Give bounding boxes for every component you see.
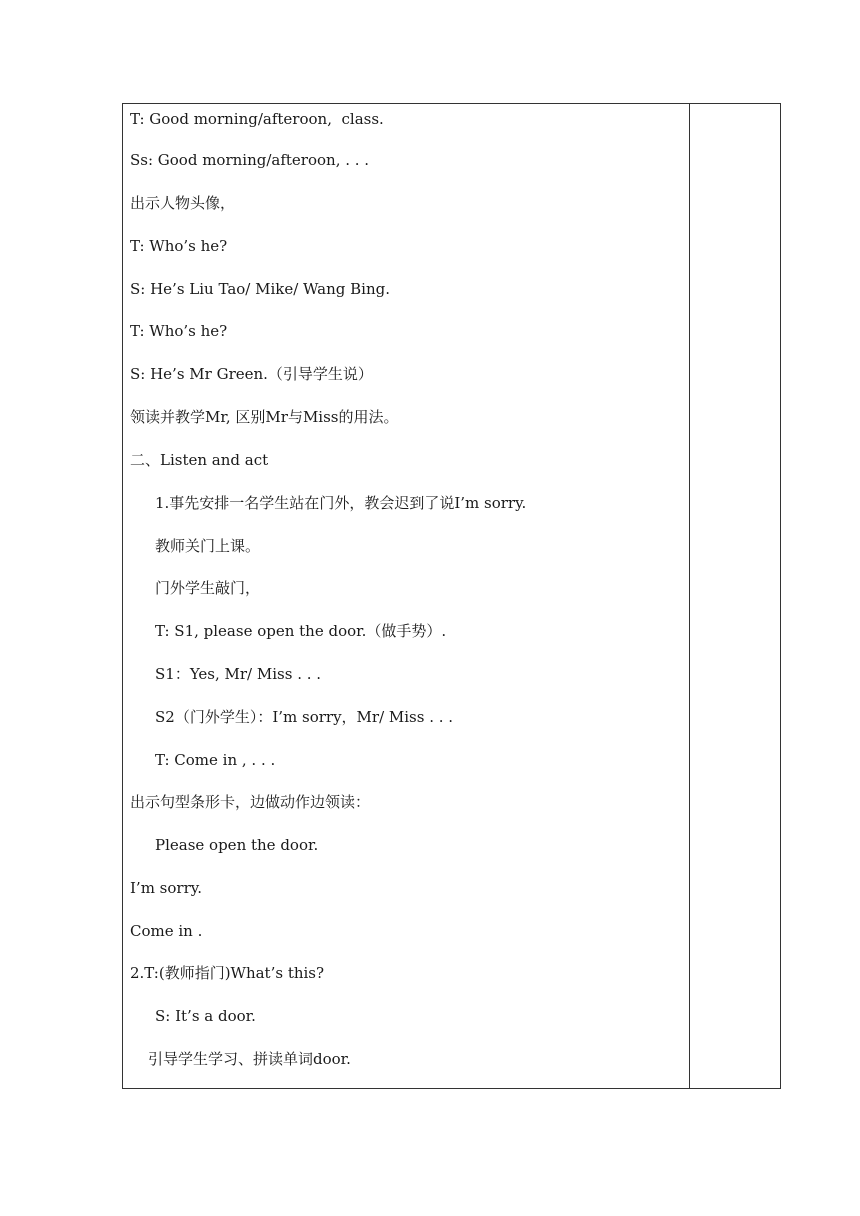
sentence-card-line: Please open the door. (155, 836, 319, 854)
lesson-table (122, 103, 781, 1089)
sentence-card-line: Come in . (130, 922, 203, 940)
instruction-line: 出示人物头像， (130, 194, 236, 212)
dialogue-line: T: Good morning/afteroon, class. (130, 110, 384, 128)
dialogue-line: S: He’s Liu Tao/ Mike/ Wang Bing. (130, 280, 390, 298)
instruction-line: 出示句型条形卡，边做动作边领读： (130, 793, 371, 811)
dialogue-line: T: Come in , . . . (155, 751, 276, 769)
dialogue-line: T: Who’s he? (130, 237, 228, 255)
instruction-line: 引导学生学习、拼读单词door. (148, 1050, 351, 1068)
lesson-content-cell (123, 104, 690, 1088)
sentence-card-line: I’m sorry. (130, 879, 203, 897)
instruction-line: 1.事先安排一名学生站在门外，教会迟到了说I’m sorry. (155, 494, 527, 512)
instruction-line: 领读并教学Mr, 区别Mr与Miss的用法。 (130, 408, 399, 426)
dialogue-line: T: Who’s he? (130, 322, 228, 340)
instruction-line: 教师关门上课。 (155, 537, 261, 555)
dialogue-line: T: S1, please open the door.（做手势）. (155, 622, 447, 640)
notes-cell (690, 104, 780, 1088)
dialogue-line: 2.T:(教师指门)What’s this? (130, 964, 325, 982)
section-heading: 二、Listen and act (130, 451, 269, 469)
dialogue-line: S: He’s Mr Green.（引导学生说） (130, 365, 373, 383)
instruction-line: 门外学生敲门， (155, 579, 261, 597)
dialogue-line: S2（门外学生）：I’m sorry，Mr/ Miss . . . (155, 708, 454, 726)
dialogue-line: S1：Yes, Mr/ Miss . . . (155, 665, 322, 683)
dialogue-line: S: It’s a door. (155, 1007, 256, 1025)
dialogue-line: Ss: Good morning/afteroon, . . . (130, 151, 370, 169)
